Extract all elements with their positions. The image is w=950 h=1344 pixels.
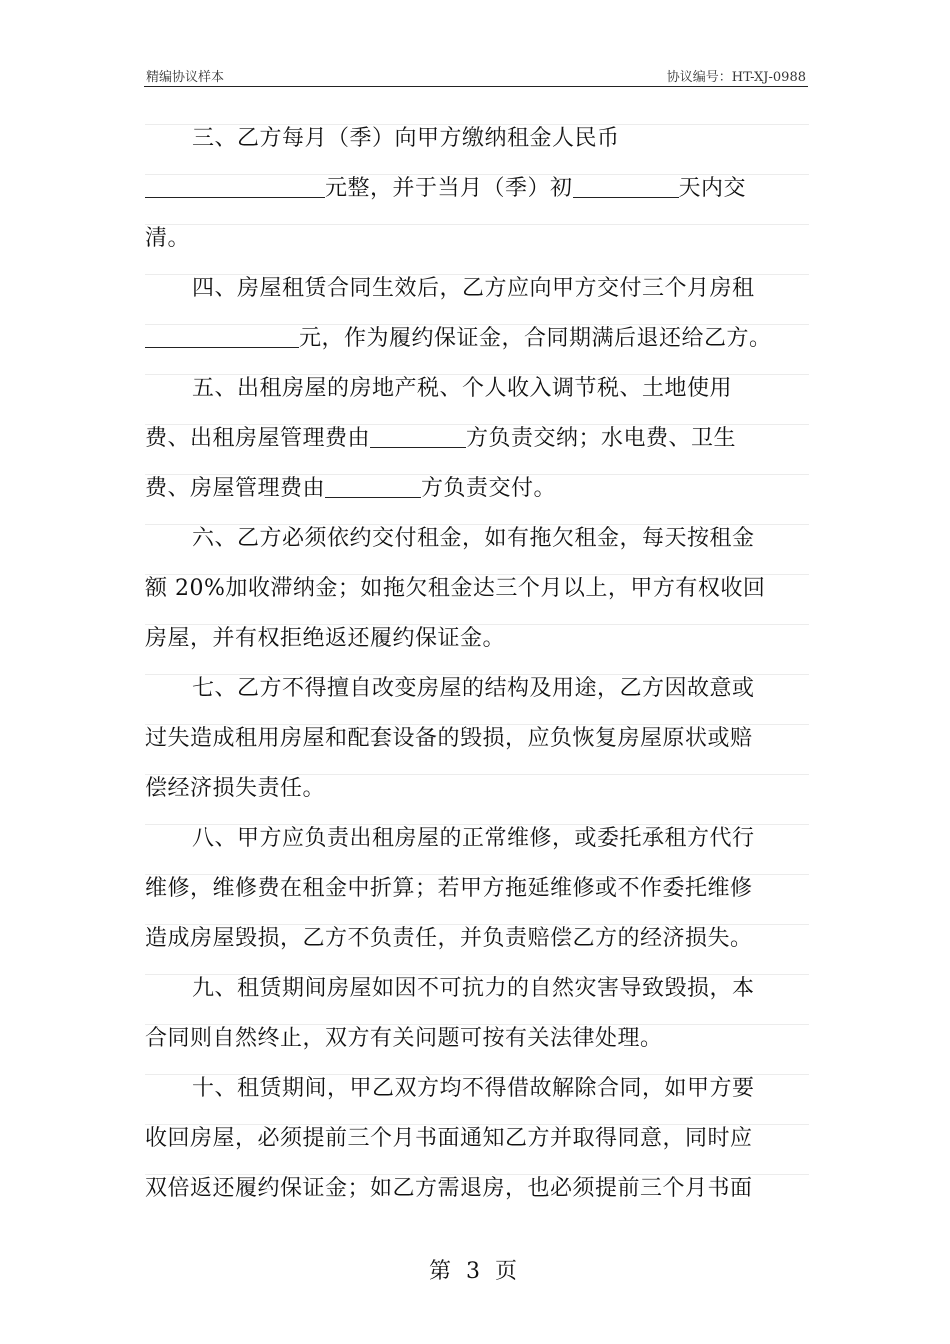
clause-10-line-3: 双倍返还履约保证金；如乙方需退房，也必须提前三个月书面 xyxy=(145,1164,809,1214)
clause-5-line-2: 费、出租房屋管理费由 方负责交纳；水电费、卫生 xyxy=(145,414,809,464)
clause-3-line-3: 清。 xyxy=(145,214,809,264)
clause-8-line-1: 八、甲方应负责出租房屋的正常维修，或委托承租方代行 xyxy=(145,814,809,864)
clause-10-line-1: 十、租赁期间，甲乙双方均不得借故解除合同，如甲方要 xyxy=(145,1064,809,1114)
fee-party-blank[interactable] xyxy=(370,421,466,448)
page-number: 第 3 页 xyxy=(429,1259,521,1284)
clause-4-line-2: 元，作为履约保证金，合同期满后退还给乙方。 xyxy=(145,314,809,364)
clause-8-line-2: 维修，维修费在租金中折算；若甲方拖延维修或不作委托维修 xyxy=(145,864,809,914)
clause-3-line-1: 三、乙方每月（季）向甲方缴纳租金人民币 xyxy=(145,114,809,164)
clause-3-line-2: 元整，并于当月（季）初 天内交 xyxy=(145,164,809,214)
header-doc-type: 精编协议样本 xyxy=(146,70,225,85)
payment-days-blank[interactable] xyxy=(573,171,679,198)
clause-6-line-1: 六、乙方必须依约交付租金，如有拖欠租金，每天按租金 xyxy=(145,514,809,564)
contract-body xyxy=(145,114,809,1214)
clause-5-line-1: 五、出租房屋的房地产税、个人收入调节税、土地使用 xyxy=(145,364,809,414)
clause-7-line-3: 偿经济损失责任。 xyxy=(145,764,809,814)
page-header xyxy=(144,62,808,87)
clause-5-line-3: 费、房屋管理费由 方负责交付。 xyxy=(145,464,809,514)
clause-8-line-3: 造成房屋毁损，乙方不负责任，并负责赔偿乙方的经济损失。 xyxy=(145,914,809,964)
clause-7-line-2: 过失造成租用房屋和配套设备的毁损，应负恢复房屋原状或赔 xyxy=(145,714,809,764)
management-party-blank[interactable] xyxy=(325,471,421,498)
clause-6-line-3: 房屋，并有权拒绝返还履约保证金。 xyxy=(145,614,809,664)
clause-9-line-2: 合同则自然终止，双方有关问题可按有关法律处理。 xyxy=(145,1014,809,1064)
header-agreement-number: 协议编号：HT-XJ-0988 xyxy=(666,70,806,85)
deposit-amount-blank[interactable] xyxy=(145,321,299,348)
clause-7-line-1: 七、乙方不得擅自改变房屋的结构及用途，乙方因故意或 xyxy=(145,664,809,714)
clause-4-line-1: 四、房屋租赁合同生效后，乙方应向甲方交付三个月房租 xyxy=(145,264,809,314)
clause-9-line-1: 九、租赁期间房屋如因不可抗力的自然灾害导致毁损，本 xyxy=(145,964,809,1014)
clause-6-line-2: 额 20%加收滞纳金；如拖欠租金达三个月以上，甲方有权收回 xyxy=(145,564,809,614)
clause-10-line-2: 收回房屋，必须提前三个月书面通知乙方并取得同意，同时应 xyxy=(145,1114,809,1164)
rent-amount-blank[interactable] xyxy=(145,171,325,198)
